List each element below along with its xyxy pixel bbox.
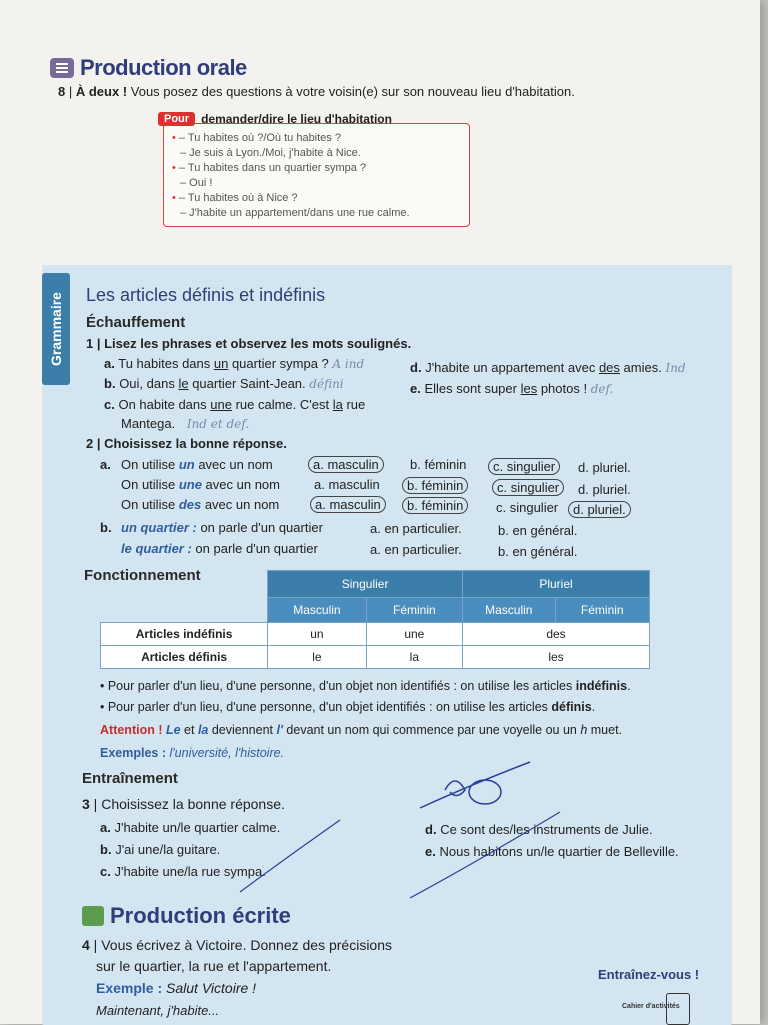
option-feminin[interactable]: b. féminin (402, 497, 468, 514)
q3-prompt: 3 | Choisissez la bonne réponse. (82, 796, 285, 812)
option-masculin[interactable]: a. masculin (310, 496, 386, 513)
production-orale-title: Production orale (80, 55, 247, 80)
option-general[interactable]: b. en général. (498, 523, 578, 538)
option-singulier[interactable]: c. singulier (496, 500, 559, 515)
header-masculin: Masculin (463, 598, 556, 623)
q2-a-letter: a. (100, 457, 111, 472)
option-masculin[interactable]: a. masculin (308, 456, 384, 473)
entrainement-heading: Entraînement (82, 770, 178, 787)
option-general[interactable]: b. en général. (498, 544, 578, 559)
maintenant-line: Maintenant, j'habite... (96, 1003, 220, 1018)
option-singulier[interactable]: c. singulier (492, 479, 564, 496)
cell-une: une (366, 623, 462, 646)
q1-item-e: e. Elles sont super les photos ! def. (410, 381, 614, 396)
grammaire-tab: Grammaire (42, 273, 70, 385)
q1-item-a: a. Tu habites dans un quartier sympa ? A ind (104, 356, 365, 371)
q2-b-row-le: le quartier : on parle d'un quartier (121, 541, 318, 556)
row-label-indefinis: Articles indéfinis (101, 623, 268, 646)
q4-line1: 4 | Vous écrivez à Victoire. Donnez des précisions (82, 937, 392, 953)
production-ecrite-title: Production écrite (110, 903, 291, 928)
cell-des: des (463, 623, 650, 646)
entrainez-label: Entraînez-vous ! (598, 967, 700, 982)
fonctionnement-heading: Fonctionnement (84, 567, 201, 584)
row-label-definis: Articles définis (101, 646, 268, 669)
q1-item-d: d. J'habite un appartement avec des amies. Ind (410, 360, 686, 375)
q2-row-une: On utilise une avec un nom (121, 477, 280, 492)
question-8: 8 | À deux ! Vous posez des questions à votre voisin(e) sur son nouveau lieu d'habitation. (58, 84, 575, 99)
option-pluriel[interactable]: d. pluriel. (578, 460, 631, 475)
q1-item-c-cont: Mantega. Ind et def. (121, 416, 250, 431)
dialogue-line: • – Tu habites où à Nice ? (172, 191, 410, 206)
cell-un: un (268, 623, 366, 646)
attention-note: Attention ! Le et la deviennent l' devant un nom qui commence par une voyelle ou un h muet. (100, 723, 623, 737)
option-pluriel[interactable]: d. pluriel. (568, 501, 631, 518)
q2-row-des: On utilise des avec un nom (121, 497, 280, 512)
q1-item-b: b. Oui, dans le quartier Saint-Jean. défini (104, 376, 344, 391)
cell-le: le (268, 646, 366, 669)
header-pluriel: Pluriel (463, 571, 650, 598)
q2-b-letter: b. (100, 520, 112, 535)
exemple-line: Exemple : Salut Victoire ! (96, 980, 257, 996)
dialogue-line: • – Tu habites où ?/Où tu habites ? (172, 131, 410, 146)
rule-definis: • Pour parler d'un lieu, d'une personne, d'un objet identifiés : on utilise les articles définis. (100, 700, 596, 714)
header-singulier: Singulier (268, 571, 463, 598)
phone-icon (666, 993, 690, 1025)
header-masculin: Masculin (268, 598, 366, 623)
production-ecrite-heading (82, 903, 291, 929)
option-particulier[interactable]: a. en particulier. (370, 521, 462, 536)
dialogue-line: – J'habite un appartement/dans une rue calme. (180, 207, 410, 219)
option-particulier[interactable]: a. en particulier. (370, 542, 462, 557)
echauffement-heading: Échauffement (86, 314, 186, 331)
option-feminin[interactable]: b. féminin (410, 457, 467, 472)
q3-item-d: d. Ce sont des/les instruments de Julie. (425, 822, 653, 837)
pour-title: demander/dire le lieu d'habitation (201, 112, 392, 126)
option-pluriel[interactable]: d. pluriel. (578, 482, 631, 497)
dialogue-line: – Je suis à Lyon./Moi, j'habite à Nice. (180, 147, 361, 159)
cahier-label: Cahier d'activités (622, 1003, 680, 1010)
q4-line2: sur le quartier, la rue et l'appartement. (96, 958, 332, 974)
q3-item-b: b. J'ai une/la guitare. (100, 842, 221, 857)
q3-item-c: c. J'habite une/la rue sympa. (100, 864, 266, 879)
cell-la: la (366, 646, 462, 669)
cell-les: les (463, 646, 650, 669)
q2-row-un: On utilise un avec un nom (121, 457, 273, 472)
exemples-note: Exemples : l'université, l'histoire. (100, 746, 285, 760)
grammar-title: Les articles définis et indéfinis (86, 285, 326, 305)
option-masculin[interactable]: a. masculin (314, 477, 380, 492)
q2-prompt: 2 | Choisissez la bonne réponse. (86, 436, 287, 451)
rule-indefinis: • Pour parler d'un lieu, d'une personne, d'un objet non identifiés : on utilise les articles indéfinis. (100, 679, 631, 693)
header-feminin: Féminin (366, 598, 462, 623)
pour-badge: Pour (158, 112, 195, 126)
q3-item-e: e. Nous habitons un/le quartier de Belleville. (425, 844, 679, 859)
q3-item-a: a. J'habite un/le quartier calme. (100, 820, 281, 835)
dialogue-line: • – Tu habites dans un quartier sympa ? (172, 161, 410, 176)
dialogue-line: – Oui ! (180, 177, 213, 189)
option-feminin[interactable]: b. féminin (402, 477, 468, 494)
q1-item-c: c. On habite dans une rue calme. C'est la rue (104, 397, 366, 412)
pencil-icon (82, 906, 104, 926)
option-singulier[interactable]: c. singulier (488, 458, 560, 475)
q2-b-row-un: un quartier : on parle d'un quartier (121, 520, 323, 535)
q1-prompt: 1 | Lisez les phrases et observez les mots soulignés. (86, 336, 412, 351)
header-feminin: Féminin (555, 598, 649, 623)
